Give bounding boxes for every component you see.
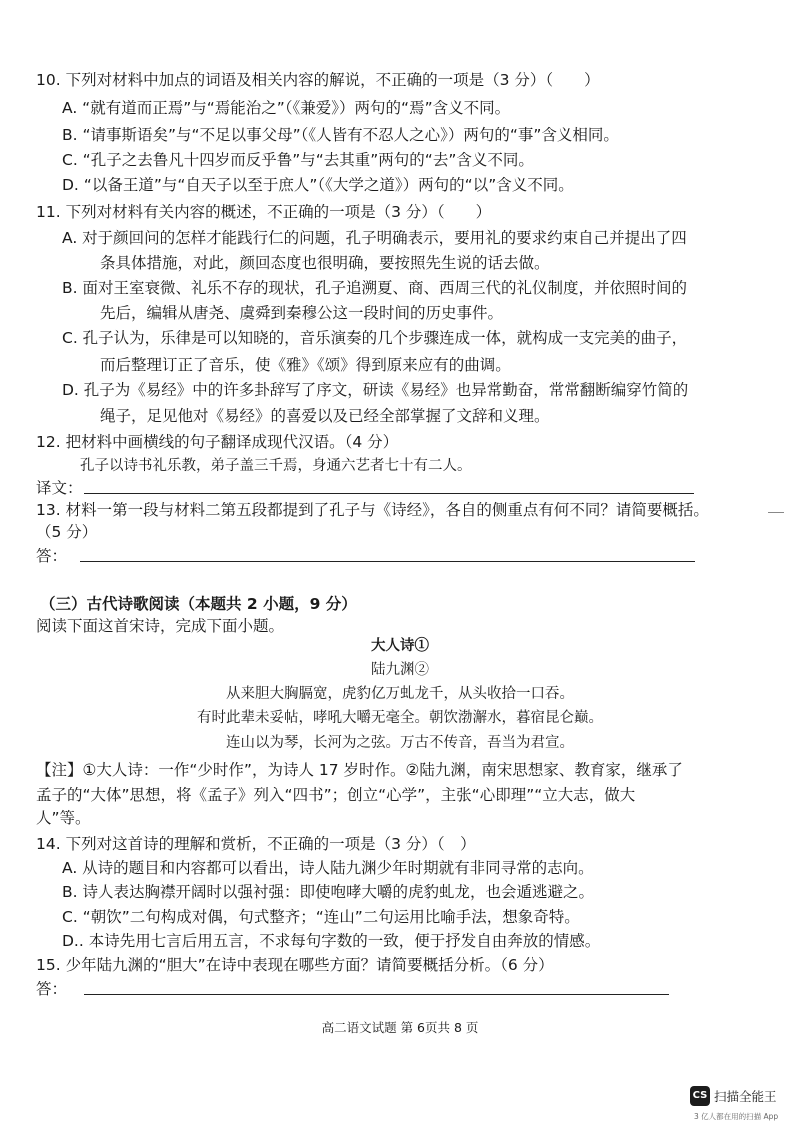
q12-answer-line	[84, 493, 694, 494]
q11-option-c-line1: C. 孔子认为，乐律是可以知晓的，音乐演奏的几个步骤连成一体，就构成一支完美的曲子，	[62, 329, 688, 347]
note-line-2: 孟子的“大体”思想，将《孟子》列入“四书”；创立“心学”，主张“心即理”“立大志，做大	[36, 786, 636, 804]
q15-answer-line	[84, 994, 669, 995]
q11-option-d-line2: 绳子，足见他对《易经》的喜爱以及已经全部掌握了文辞和义理。	[100, 407, 550, 425]
q13-answer-label: 答：	[36, 547, 68, 565]
q12-answer-label: 译文：	[36, 479, 83, 497]
note-line-3: 人”等。	[36, 809, 91, 827]
q12-stem: 12. 把材料中画横线的句子翻译成现代汉语。（4 分）	[36, 433, 399, 451]
q10-option-c: C. “孔子之去鲁凡十四岁而反乎鲁”与“去其重”两句的“去”含义不同。	[62, 151, 534, 169]
section3-heading: （三）古代诗歌阅读（本题共 2 小题，9 分）	[40, 595, 357, 613]
q11-stem: 11. 下列对材料有关内容的概述，不正确的一项是（3 分）（ ）	[36, 203, 492, 221]
q10-option-b: B. “请事斯语矣”与“不足以事父母”（《人皆有不忍人之心》）两句的“事”含义相同。	[62, 126, 619, 144]
q14-option-a: A. 从诗的题目和内容都可以看出，诗人陆九渊少年时期就有非同寻常的志向。	[62, 859, 594, 877]
q13-score: （5 分）	[36, 523, 98, 541]
q14-option-c: C. “朝饮”二句构成对偶，句式整齐；“连山”二句运用比喻手法，想象奇特。	[62, 908, 580, 926]
q13-answer-line	[80, 561, 695, 562]
q14-option-d: D.. 本诗先用七言后用五言，不求每句字数的一致，便于抒发自由奔放的情感。	[62, 932, 601, 950]
q15-answer-label: 答：	[36, 980, 68, 998]
q15-stem: 15. 少年陆九渊的“胆大”在诗中表现在哪些方面？请简要概括分析。（6 分）	[36, 956, 554, 974]
q10-option-d: D. “以备王道”与“自天子以至于庶人”（《大学之道》）两句的“以”含义不同。	[62, 176, 574, 194]
section3-intro: 阅读下面这首宋诗，完成下面小题。	[36, 617, 285, 635]
q11-option-b-line1: B. 面对王室衰微、礼乐不存的现状，孔子追溯夏、商、西周三代的礼仪制度，并依照时间的	[62, 279, 687, 297]
scan-mark	[768, 512, 784, 513]
q11-option-b-line2: 先后，编辑从唐尧、虞舜到秦穆公这一段时间的历史事件。	[100, 304, 504, 322]
scanner-app-name: 扫描全能王	[714, 1089, 777, 1104]
q12-source-sentence: 孔子以诗书礼乐教，弟子盖三千焉，身通六艺者七十有二人。	[80, 458, 472, 474]
poem-line-2: 有时此辈未妥帖，哮吼大嚼无毫全。朝饮渤澥水，暮宿昆仑巅。	[197, 710, 603, 726]
q14-option-b: B. 诗人表达胸襟开阔时以强衬强：即使咆哮大嚼的虎豹虬龙，也会遁逃避之。	[62, 883, 594, 901]
scanner-watermark	[690, 1084, 794, 1124]
q11-option-a-line1: A. 对于颜回问的怎样才能践行仁的问题，孔子明确表示，要用礼的要求约束自己并提出了四	[62, 229, 687, 247]
q13-stem: 13. 材料一第一段与材料二第五段都提到了孔子与《诗经》，各自的侧重点有何不同？请简要概括。	[36, 501, 709, 519]
scanner-tagline: 3 亿人都在用的扫描 App	[694, 1112, 779, 1121]
page-footer: 高二语文试题 第 6页共 8 页	[321, 1020, 479, 1035]
q11-option-a-line2: 条具体措施，对此，颜回态度也很明确，要按照先生说的话去做。	[100, 254, 550, 272]
q10-option-a: A. “就有道而正焉”与“焉能治之”（《兼爱》）两句的“焉”含义不同。	[62, 99, 511, 117]
poem-author: 陆九渊②	[371, 662, 429, 678]
q10-stem: 10. 下列对材料中加点的词语及相关内容的解说，不正确的一项是（3 分）（ ）	[36, 71, 600, 89]
poem-line-3: 连山以为琴，长河为之弦。万古不传音，吾当为君宣。	[226, 735, 574, 751]
q14-stem: 14. 下列对这首诗的理解和赏析，不正确的一项是（3 分）（ ）	[36, 835, 476, 853]
note-line-1: 【注】①大人诗：一作“少时作”，为诗人 17 岁时作。②陆九渊，南宋思想家、教育家，继承了	[36, 761, 683, 779]
q11-option-c-line2: 而后整理订正了音乐，使《雅》《颂》得到原来应有的曲调。	[100, 356, 511, 374]
poem-title: 大人诗①	[371, 637, 429, 654]
q11-option-d-line1: D. 孔子为《易经》中的许多卦辞写了序文，研读《易经》也异常勤奋，常常翻断编穿竹简的	[62, 381, 689, 399]
camscanner-logo-icon: CS	[690, 1086, 710, 1106]
poem-line-1: 从来胆大胸膈宽，虎豹亿万虬龙千，从头收拾一口吞。	[226, 686, 574, 702]
